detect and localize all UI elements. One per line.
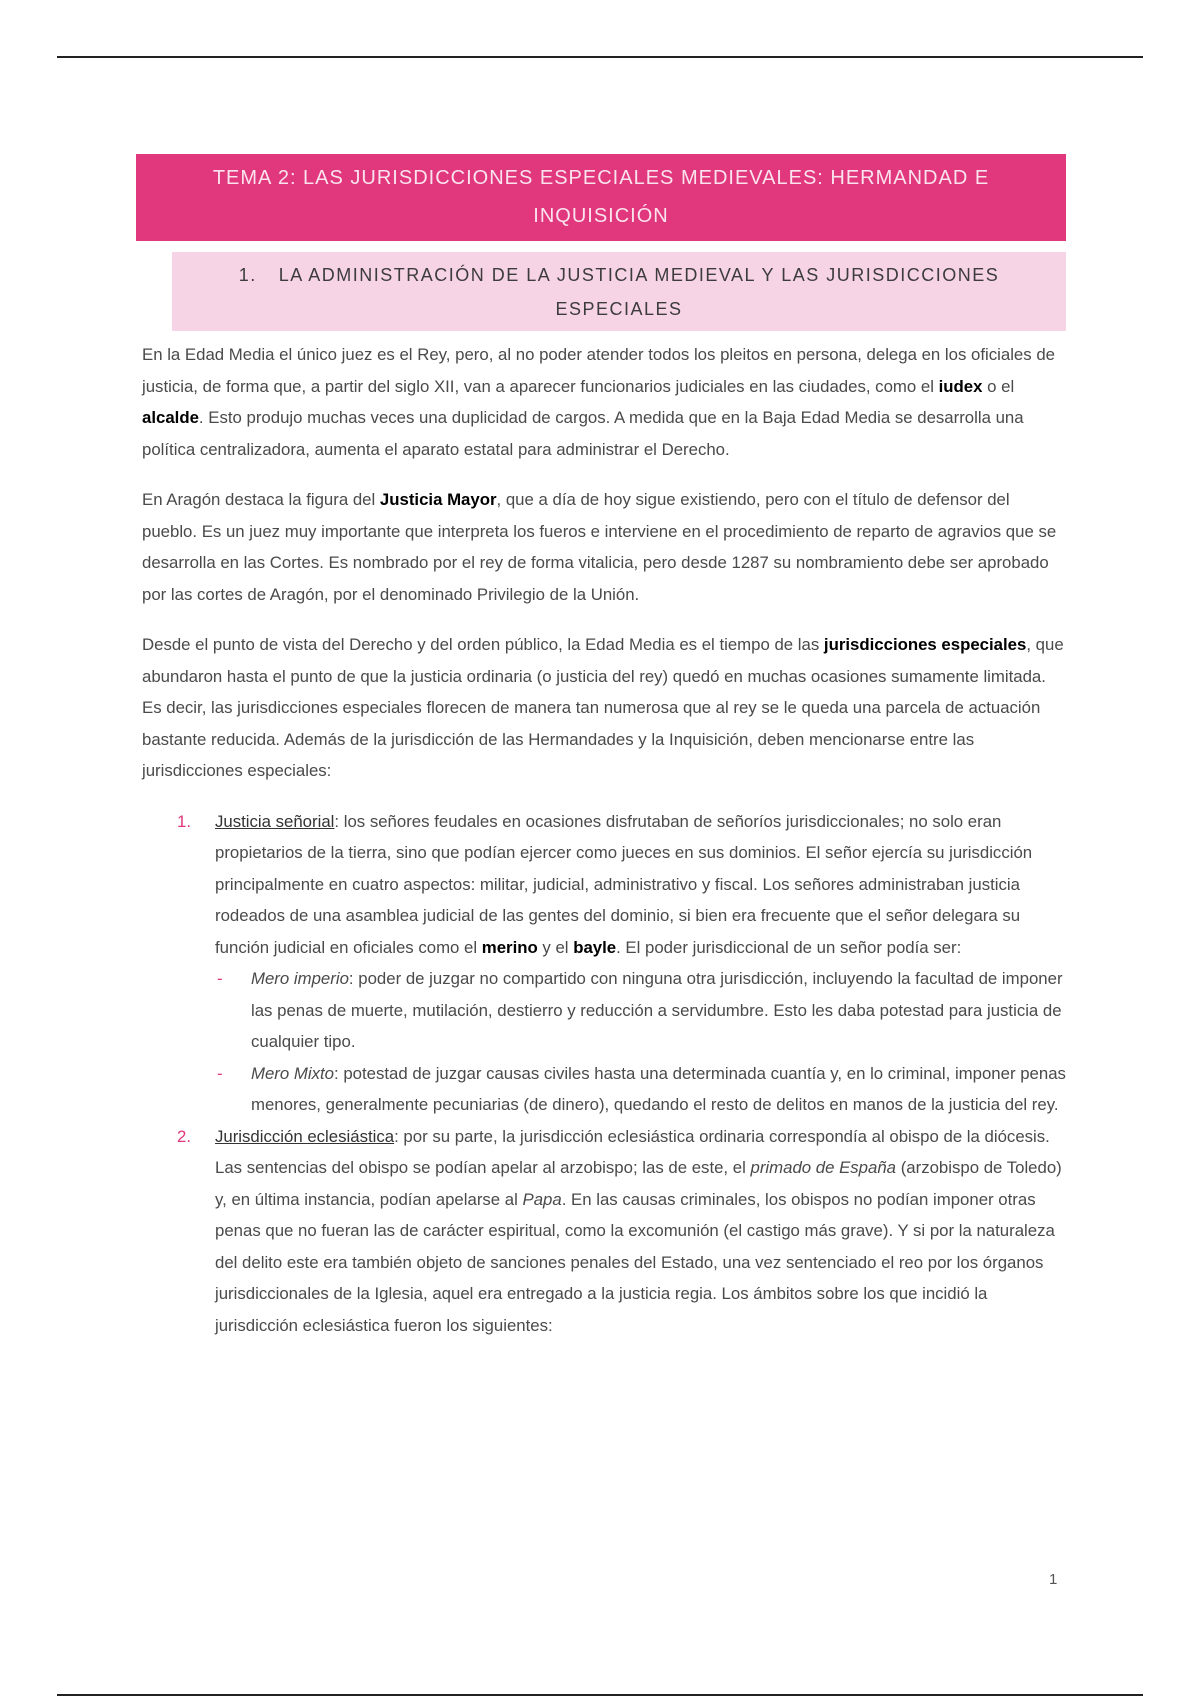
paragraph-2-end: , que a día de hoy sigue existiendo, pero con el título de defensor del pueblo. Es un juez muy importante que interpreta los fueros e interviene en el procedimiento de reparto de agravios que se desarrolla en las Cortes. Es nombrado por el rey de forma vitalicia, pero desde 1287 su nombramiento debe ser aprobado por las cortes de Aragón, por el denominado Privilegio de la Unión. (142, 490, 1057, 604)
list-item-2-mid: (arzobispo de Toledo) y, en última instancia, podían apelarse al (215, 1158, 1062, 1209)
list-item-1-end: . El poder jurisdiccional de un señor podía ser: (616, 937, 962, 957)
sub-item-mero-mixto (217, 1058, 1066, 1121)
list-item-justicia-senorial (177, 806, 1066, 1121)
paragraph-3-end: , que abundaron hasta el punto de que la justicia ordinaria (o justicia del rey) quedó en muchas ocasiones sumamente limitada. Es decir, las jurisdicciones especiales florecen de manera tan numerosa que al rey se le queda una parcela de actuación bastante reducida. Además de la jurisdicción de las Hermandades y la Inquisición, deben mencionarse entre las jurisdicciones especiales: (142, 635, 1064, 780)
mero-mixto-text: : potestad de juzgar causas civiles hasta una determinada cuantía y, en lo criminal, imponer penas menores, generalmente pecuniarias (de dinero), quedando el resto de delitos en manos de la justicia del rey. (251, 1063, 1066, 1114)
section-title: LA ADMINISTRACIÓN DE LA JUSTICIA MEDIEVAL Y LAS JURISDICCIONES ESPECIALES (278, 265, 1000, 319)
term-papa: Papa (522, 1189, 562, 1209)
section-heading (172, 252, 1066, 331)
dash-bullet: - (217, 1063, 223, 1083)
term-justicia-senorial: Justicia señorial (215, 811, 335, 831)
paragraph-1-text: En la Edad Media el único juez es el Rey, pero, al no poder atender todos los pleitos en persona, delega en los oficiales de justicia, de forma que, a partir del siglo XII, van a aparecer funcionarios judiciales en las ciudades, como el (142, 345, 1055, 396)
term-merino: merino (481, 937, 538, 957)
mero-imperio-text: : poder de juzgar no compartido con ninguna otra jurisdicción, incluyendo la facultad de imponer las penas de muerte, mutilación, destierro y reducción a servidumbre. Esto les daba potestad para justicia de cualquier tipo. (251, 969, 1063, 1051)
sub-item-mero-imperio (217, 963, 1066, 1058)
list-number-1: 1. (177, 811, 191, 831)
dash-bullet: - (217, 969, 223, 988)
term-mero-imperio: Mero imperio (251, 969, 349, 988)
list-item-1-connector: y el (537, 937, 574, 957)
jurisdiction-types-list (215, 963, 1066, 1121)
term-justicia-mayor: Justicia Mayor (379, 490, 497, 509)
bottom-rule (57, 1694, 1143, 1696)
paragraph-1 (142, 339, 1066, 465)
paragraph-1-end: . Esto produjo muchas veces una duplicidad de cargos. A medida que en la Baja Edad Media se desarrolla una política centralizadora, aumenta el aparato estatal para administrar el Derecho. (142, 408, 1024, 459)
list-item-jurisdiccion-eclesiastica (177, 1121, 1066, 1342)
term-mero-mixto: Mero Mixto (251, 1063, 334, 1083)
paragraph-2 (142, 484, 1066, 610)
list-item-2-end: . En las causas criminales, los obispos no podían imponer otras penas que no fueran las de carácter espiritual, como la excomunión (el castigo más grave). Y si por la naturaleza del delito este era también objeto de sanciones penales del Estado, una vez sentenciado el reo por los órganos jurisdiccionales de la Iglesia, aquel era entregado a la justicia regia. Los ámbitos sobre los que incidió la jurisdicción eclesiástica fueron los siguientes: (215, 1189, 1055, 1335)
paragraph-2-start: En Aragón destaca la figura del (142, 490, 380, 509)
term-iudex: iudex (938, 376, 983, 396)
top-rule (57, 56, 1143, 58)
paragraph-3-start: Desde el punto de vista del Derecho y del orden público, la Edad Media es el tiempo de las (142, 635, 824, 654)
term-alcalde: alcalde (142, 408, 199, 427)
list-item-2-text: : por su parte, la jurisdicción eclesiástica ordinaria correspondía al obispo de la diócesis. Las sentencias del obispo se podían apelar al arzobispo; las de este, el (215, 1126, 1050, 1177)
page-number: 1 (1049, 1571, 1058, 1588)
term-jurisdicciones-especiales: jurisdicciones especiales (823, 635, 1027, 654)
term-primado-de-espana: primado de España (750, 1158, 897, 1177)
paragraph-1-connector: o el (982, 376, 1015, 396)
document-body (136, 154, 1066, 1341)
document-title: TEMA 2: LAS JURISDICCIONES ESPECIALES MEDIEVALES: HERMANDAD E INQUISICIÓN (136, 154, 1066, 241)
term-jurisdiccion-eclesiastica: Jurisdicción eclesiástica (215, 1126, 395, 1146)
special-jurisdictions-list (136, 806, 1066, 1342)
list-number-2: 2. (177, 1126, 191, 1146)
section-number: 1. (238, 265, 257, 285)
term-bayle: bayle (573, 937, 617, 957)
paragraph-3 (142, 629, 1066, 787)
list-item-1-text: : los señores feudales en ocasiones disfrutaban de señoríos jurisdiccionales; no solo eran propietarios de la tierra, sino que podían ejercer como jueces en sus dominios. El señor ejercía su jurisdicción principalmente en cuatro aspectos: militar, judicial, administrativo y fiscal. Los señores administraban justicia rodeados de una asamblea judicial de las gentes del dominio, si bien era frecuente que el señor delegara su función judicial en oficiales como el (215, 811, 1033, 957)
